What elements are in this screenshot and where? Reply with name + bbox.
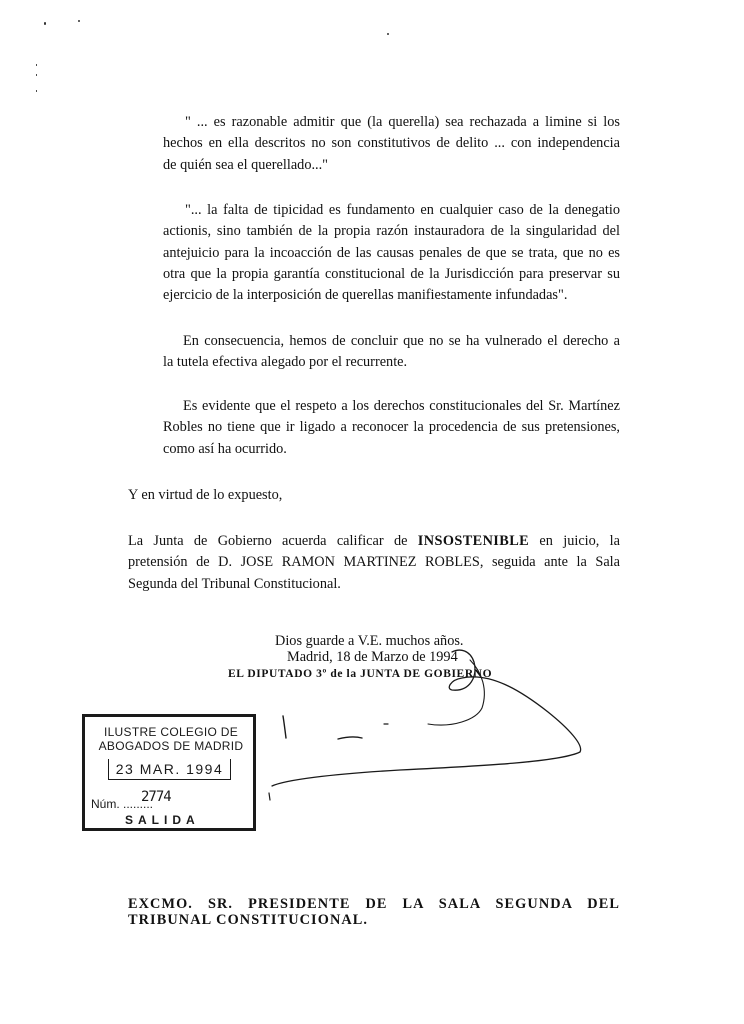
stamp-salida: SALIDA [125, 813, 200, 827]
text-line: Segunda del Tribunal Constitucional. [128, 575, 341, 592]
evident-paragraph [163, 396, 620, 460]
conclusion-paragraph [163, 331, 620, 374]
signatory-title: EL DIPUTADO 3º de la JUNTA DE GOBIERNO [228, 668, 493, 680]
text-line: " ... es razonable admitir que (la querella) sea rechazada a limine si los [185, 114, 620, 130]
closing-greeting: Dios guarde a V.E. muchos años. [275, 633, 464, 649]
stamp-date: 23 MAR. 1994 [108, 759, 231, 780]
text-line: de quién sea el querellado..." [163, 156, 329, 173]
text-line: antejuicio para la incoacción de las causas penales de que se trata, que no es [163, 244, 620, 261]
text-line: "... la falta de tipicidad es fundamento en cualquier caso de la denegatio [185, 202, 620, 218]
text-line: pretensión de D. JOSE RAMON MARTINEZ ROBLES, seguida ante la Sala [128, 554, 620, 571]
text-line: otra que la propia garantía constitucional de la Jurisdicción para preservar su [163, 265, 620, 282]
stamp-line-1: ILUSTRE COLEGIO DE [103, 725, 239, 739]
scan-speck [44, 22, 46, 25]
text-line: Robles no tiene que ir ligado a reconocer la procedencia de sus pretensiones, [163, 419, 620, 436]
text-line: En consecuencia, hemos de concluir que no se ha vulnerado el derecho a [183, 333, 620, 349]
text-line: hechos en ella descritos no son constitutivos de delito ... con independencia [163, 135, 620, 152]
stamp-number-row [91, 789, 171, 811]
text-line: Es evidente que el respeto a los derechos constitucionales del Sr. Martínez [183, 398, 620, 414]
place-date: Madrid, 18 de Marzo de 1994 [287, 649, 458, 665]
scan-speck [36, 74, 37, 76]
registry-stamp [82, 714, 256, 831]
scan-speck [387, 33, 389, 35]
scan-speck [36, 64, 37, 66]
text-fragment: en juicio, la [529, 533, 621, 549]
text-fragment: La Junta de Gobierno acuerda calificar de [128, 533, 418, 549]
stamp-number-label: Núm. ......... [91, 797, 154, 811]
text-line [128, 531, 620, 552]
resolution-paragraph [128, 531, 620, 595]
expuesto-line [128, 485, 528, 506]
text-line: Y en virtud de lo expuesto, [128, 487, 283, 503]
text-line: ejercicio de la interposición de querellas manifiestamente infundadas". [163, 287, 568, 304]
scan-speck [36, 90, 37, 92]
quote-paragraph-1 [163, 112, 620, 176]
stamp-line-2: ABOGADOS DE MADRID [98, 739, 244, 753]
scan-speck [78, 20, 80, 22]
text-line: actionis, sino también de la propia razón instauradora de la singularidad del [163, 223, 620, 240]
text-line: como así ha ocurrido. [163, 440, 287, 457]
addressee-line-1: EXCMO. SR. PRESIDENTE DE LA SALA SEGUNDA DEL [128, 896, 620, 912]
stamp-number-value: 2774 [141, 789, 171, 805]
text-line: la tutela efectiva alegado por el recurrente. [163, 354, 408, 371]
addressee-line-2: TRIBUNAL CONSTITUCIONAL. [128, 912, 369, 928]
verdict-text: INSOSTENIBLE [417, 533, 530, 549]
addressee-block [128, 896, 620, 928]
quote-paragraph-2 [163, 200, 620, 306]
